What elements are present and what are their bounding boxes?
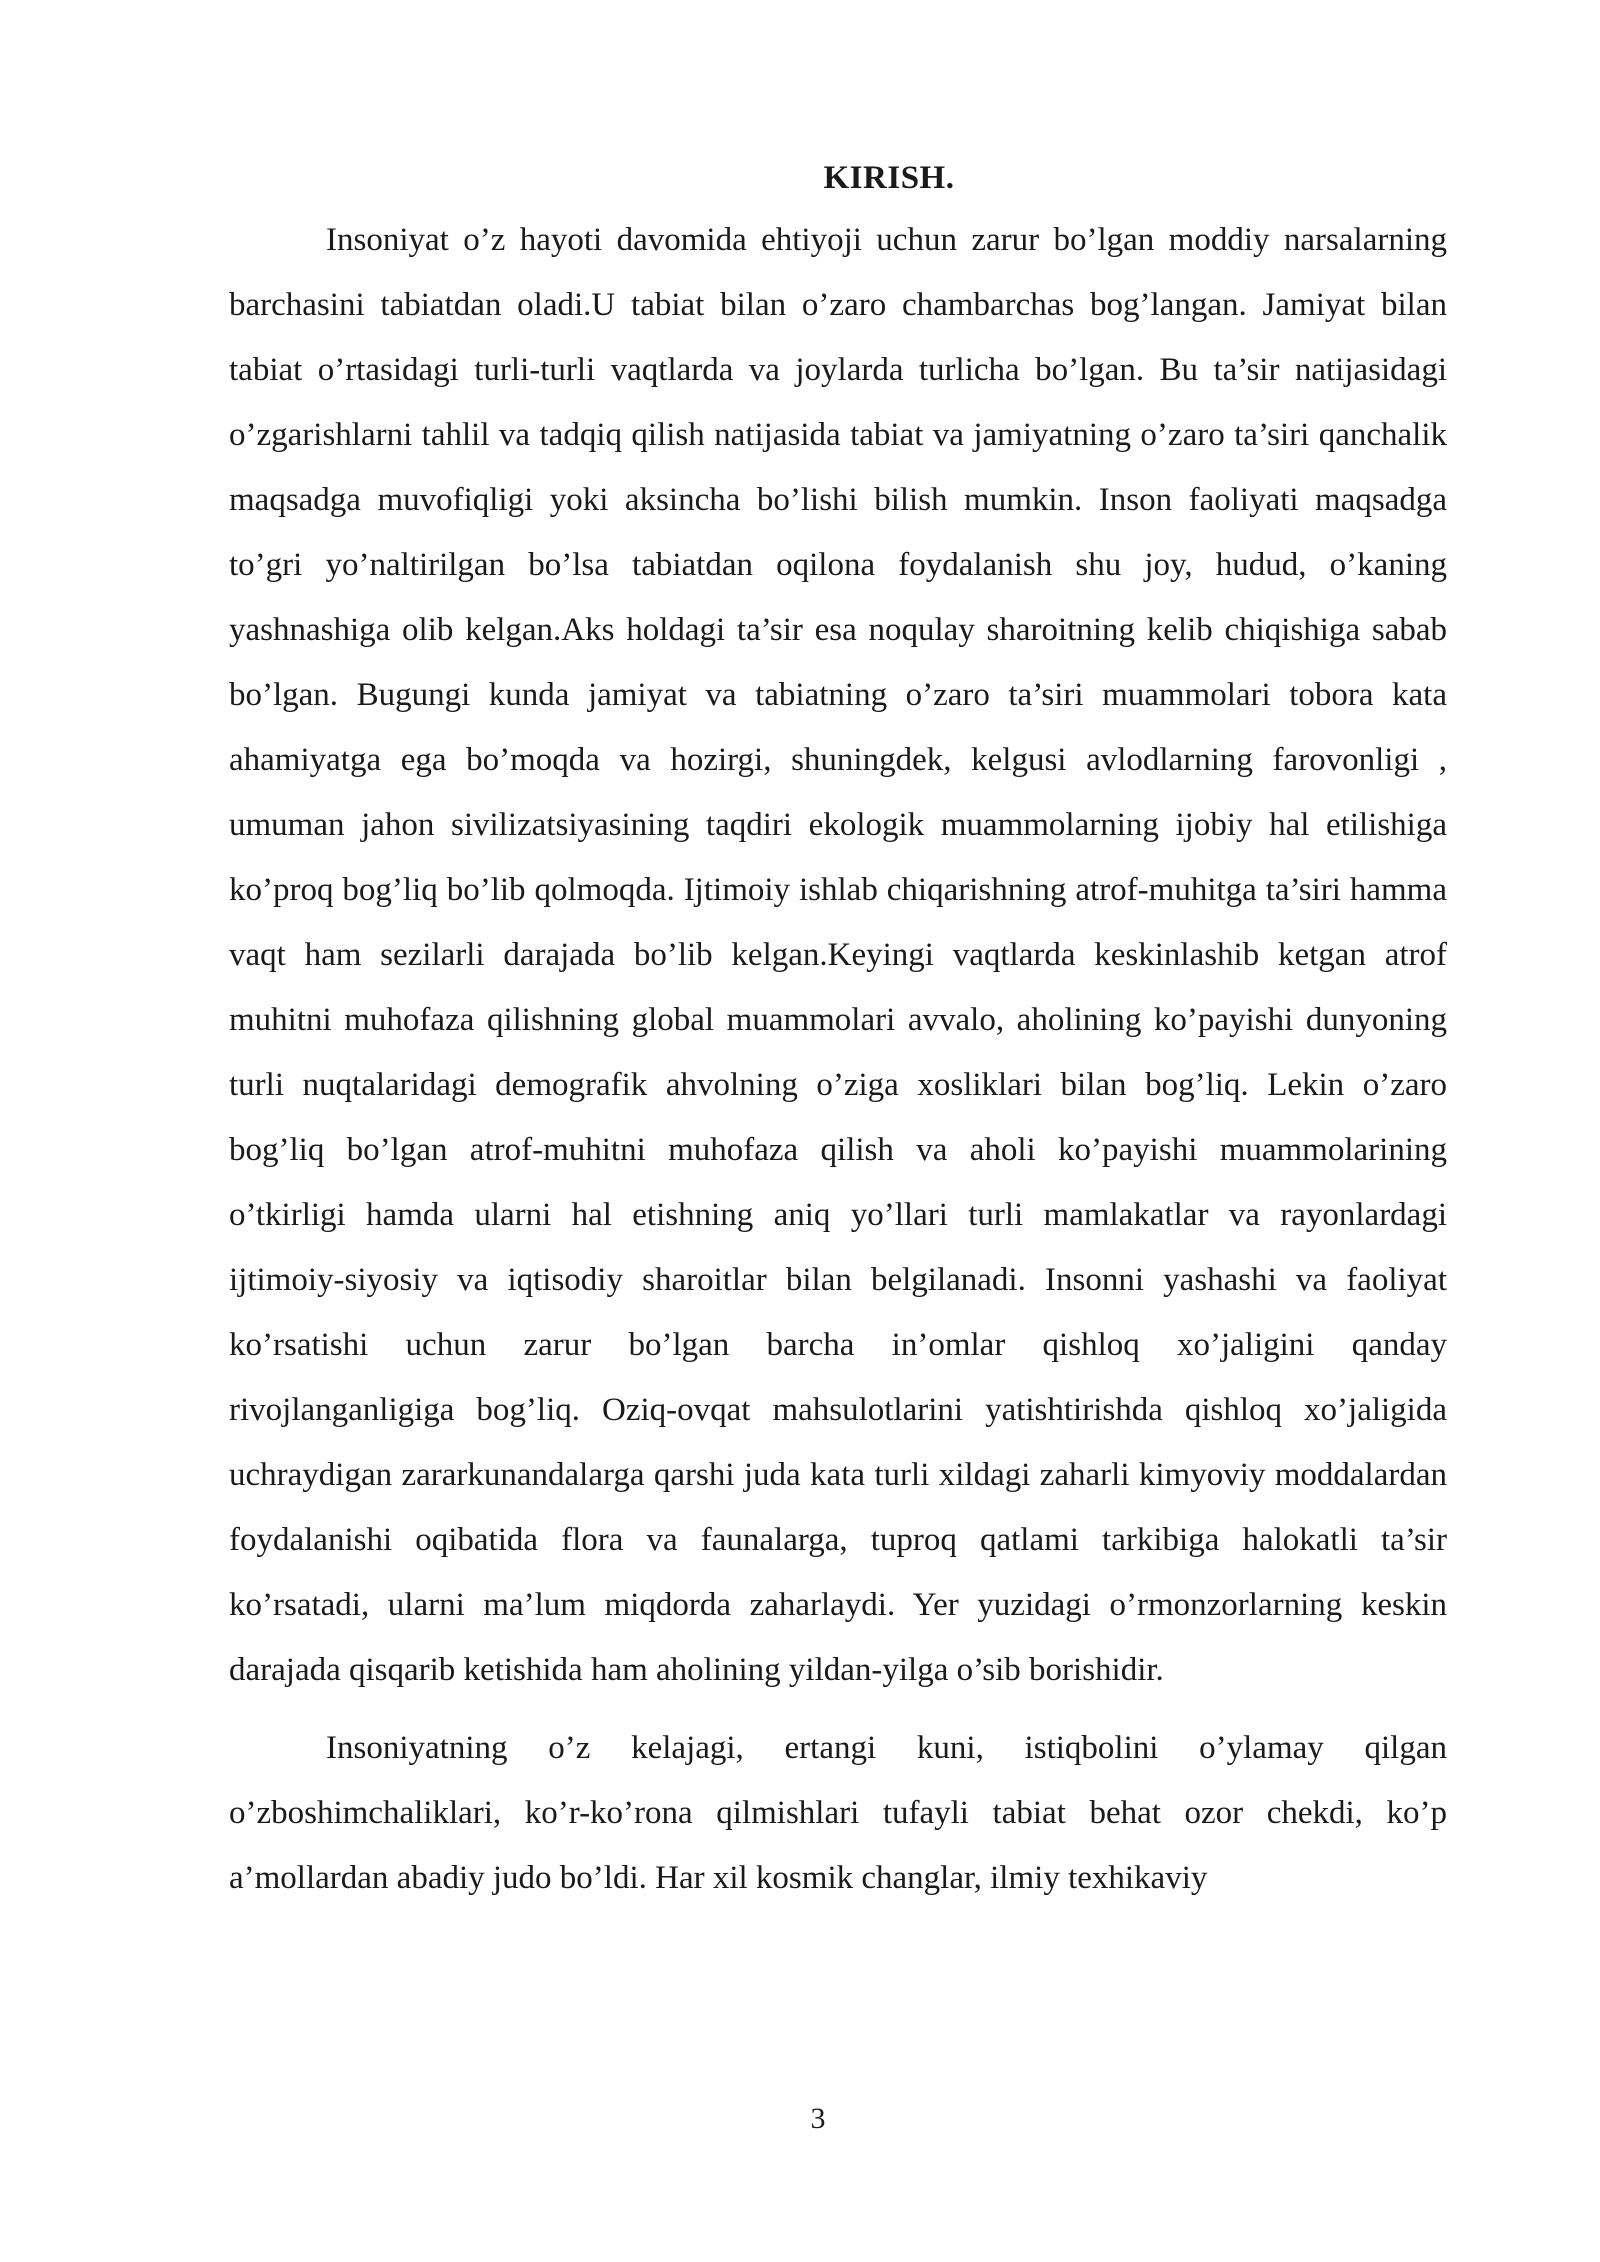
section-heading: KIRISH. <box>823 160 955 196</box>
page-number: 3 <box>810 2102 826 2135</box>
body-paragraph: Insoniyatning o’z kelajagi, ertangi kuni, istiqbolini o’ylamay qilgan o’zboshimchaliklari, ko’r-ko’rona qilmishlari tufayli tabiat behat ozor chekdi, ko’p a’mollardan abadiy judo bo’ldi. Har xil kosmik changlar, ilmiy texhikaviy <box>229 1730 1447 1896</box>
body-paragraph: Insoniyat o’z hayoti davomida ehtiyoji uchun zarur bo’lgan moddiy narsalarning barchasini tabiatdan oladi.U tabiat bilan o’zaro chambarchas bog’langan. Jamiyat bilan tabiat o’rtasidagi turli-turli vaqtlarda va joylarda turlicha bo’lgan. Bu ta’sir natijasidagi o’zgarishlarni tahlil va tadqiq qilish natijasida tabiat va jamiyatning o’zaro ta’siri qanchalik maqsadga muvofiqligi yoki aksincha bo’lishi bilish mumkin. Inson faoliyati maqsadga to’gri yo’naltirilgan bo’lsa tabiatdan oqilona foydalanish shu joy, hudud, o’kaning yashnashiga olib kelgan.Aks holdagi ta’sir esa noqulay sharoitning kelib chiqishiga sabab bo’lgan. Bugungi kunda jamiyat va tabiatning o’zaro ta’siri muammolari tobora kata ahamiyatga ega bo’moqda va hozirgi, shuningdek, kelgusi avlodlarning farovonligi , umuman jahon sivilizatsiyasining taqdiri ekologik muammolarning ijobiy hal etilishiga ko’proq bog’liq bo’lib qolmoqda. Ijtimoiy ishlab chiqarishning atrof-muhitga ta’siri hamma vaqt ham sezilarli darajada bo’lib kelgan.Keyingi vaqtlarda keskinlashib ketgan atrof muhitni muhofaza qilishning global muammolari avvalo, aholining ko’payishi dunyoning turli nuqtalaridagi demografik ahvolning o’ziga xosliklari bilan bog’liq. Lekin o’zaro bog’liq bo’lgan atrof-muhitni muhofaza qilish va aholi ko’payishi muammolarining o’tkirligi hamda ularni hal etishning aniq yo’llari turli mamlakatlar va rayonlardagi ijtimoiy-siyosiy va iqtisodiy sharoitlar bilan belgilanadi. Insonni yashashi va faoliyat ko’rsatishi uchun zarur bo’lgan barcha in’omlar qishloq xo’jaligini qanday rivojlanganligiga bog’liq. Oziq-ovqat mahsulotlarini yatishtirishda qishloq xo’jaligida uchraydigan zararkunandalarga qarshi juda kata turli xildagi zaharli kimyoviy moddalardan foydalanishi oqibatida flora va faunalarga, tuproq qatlami tarkibiga halokatli ta’sir ko’rsatadi, ularni ma’lum miqdorda zaharlaydi. Yer yuzidagi o’rmonzorlarning keskin darajada qisqarib ketishida ham aholining yildan-yilga o’sib borishidir. <box>229 222 1447 1688</box>
page-content <box>229 148 1447 1911</box>
